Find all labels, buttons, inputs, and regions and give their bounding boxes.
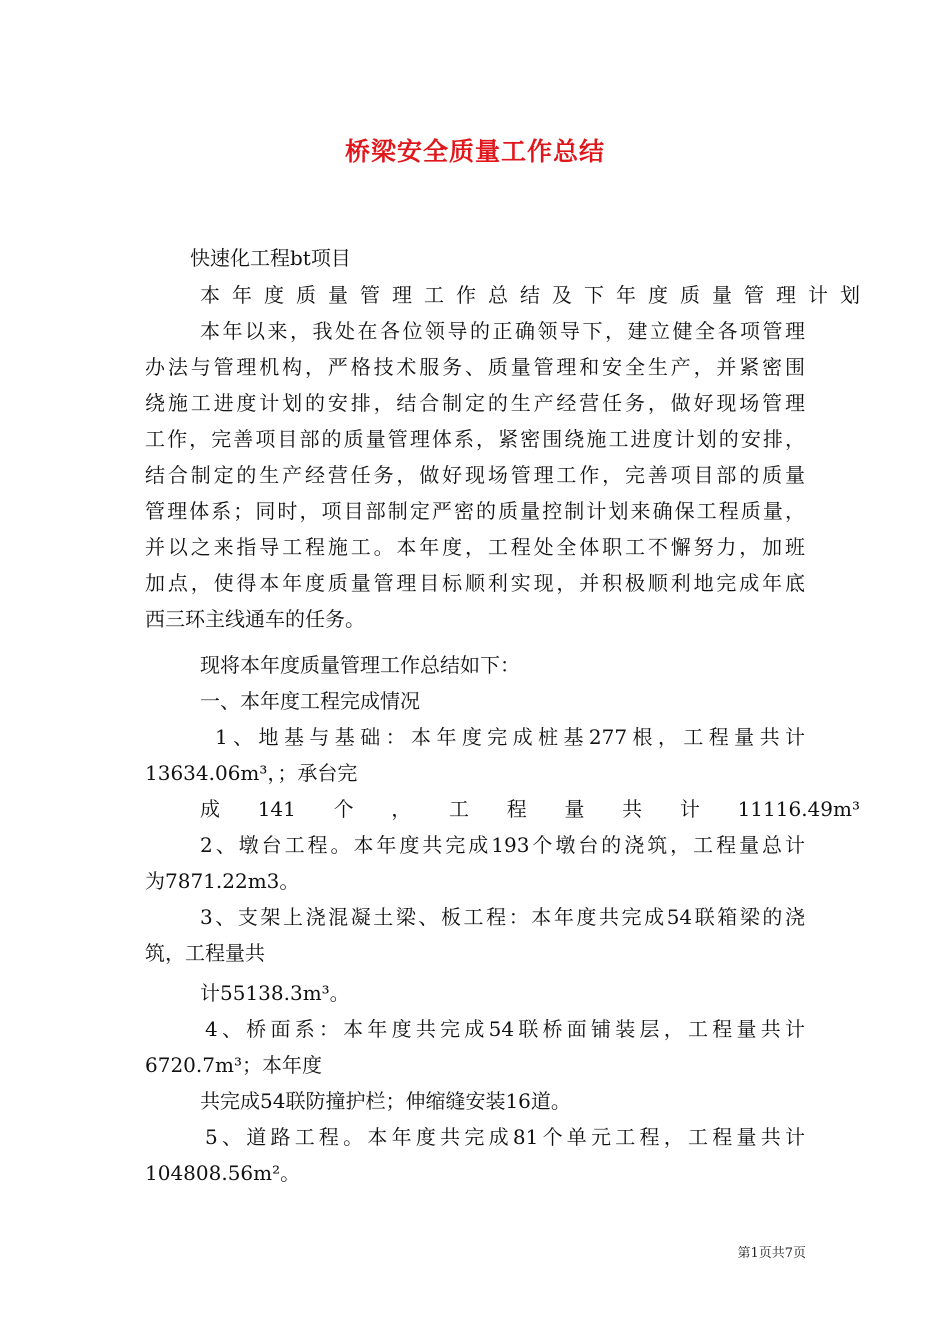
item-line: 3、支架上浇混凝土梁、板工程：本年度共完成54联箱梁的浇 xyxy=(200,905,805,929)
item-line: 筑，工程量共 xyxy=(145,941,265,965)
paragraph-line: 加点，使得本年度质量管理目标顺利实现，并积极顺利地完成年底 xyxy=(145,571,805,595)
project-name-line: 快速化工程bt项目 xyxy=(190,246,351,270)
paragraph-line: 并以之来指导工程施工。本年度，工程处全体职工不懈努力，加班 xyxy=(145,535,805,559)
paragraph-line: 办法与管理机构，严格技术服务、质量管理和安全生产，并紧密围 xyxy=(145,355,805,379)
paragraph-line: 本年以来，我处在各位领导的正确领导下，建立健全各项管理 xyxy=(200,319,805,343)
summary-intro-line: 现将本年度质量管理工作总结如下： xyxy=(200,653,520,677)
section-heading: 一、本年度工程完成情况 xyxy=(200,689,420,713)
paragraph-line: 结合制定的生产经营任务，做好现场管理工作，完善项目部的质量 xyxy=(145,463,805,487)
paragraph-line: 管理体系；同时，项目部制定严密的质量控制计划来确保工程质量， xyxy=(145,499,805,523)
item-line: 4、桥面系：本年度共完成54联桥面铺装层，工程量共计 xyxy=(205,1017,805,1041)
item-line: 13634.06m³，；承台完 xyxy=(145,761,358,785)
item-line: 成141个，工程量共计11116.49m³ xyxy=(200,797,860,821)
subtitle-line: 本年度质量管理工作总结及下年度质量管理计划 xyxy=(200,283,860,307)
paragraph-line: 绕施工进度计划的安排，结合制定的生产经营任务，做好现场管理 xyxy=(145,391,805,415)
item-line: 计55138.3m³。 xyxy=(200,981,350,1005)
item-line: 1、地基与基础：本年度完成桩基277根，工程量共计 xyxy=(215,725,805,749)
item-line: 共完成54联防撞护栏；伸缩缝安装16道。 xyxy=(200,1089,571,1113)
paragraph-line: 西三环主线通车的任务。 xyxy=(145,607,365,631)
document-title: 桥梁安全质量工作总结 xyxy=(344,137,605,166)
item-line: 5、道路工程。本年度共完成81个单元工程，工程量共计 xyxy=(205,1125,805,1149)
item-line: 2、墩台工程。本年度共完成193个墩台的浇筑，工程量总计 xyxy=(200,833,805,857)
item-line: 6720.7m³；本年度 xyxy=(145,1053,322,1077)
page-number: 第1页共7页 xyxy=(737,1246,806,1261)
item-line: 104808.56m²。 xyxy=(145,1161,301,1185)
paragraph-line: 工作，完善项目部的质量管理体系，紧密围绕施工进度计划的安排， xyxy=(145,427,805,451)
item-line: 为7871.22m3。 xyxy=(145,869,300,893)
